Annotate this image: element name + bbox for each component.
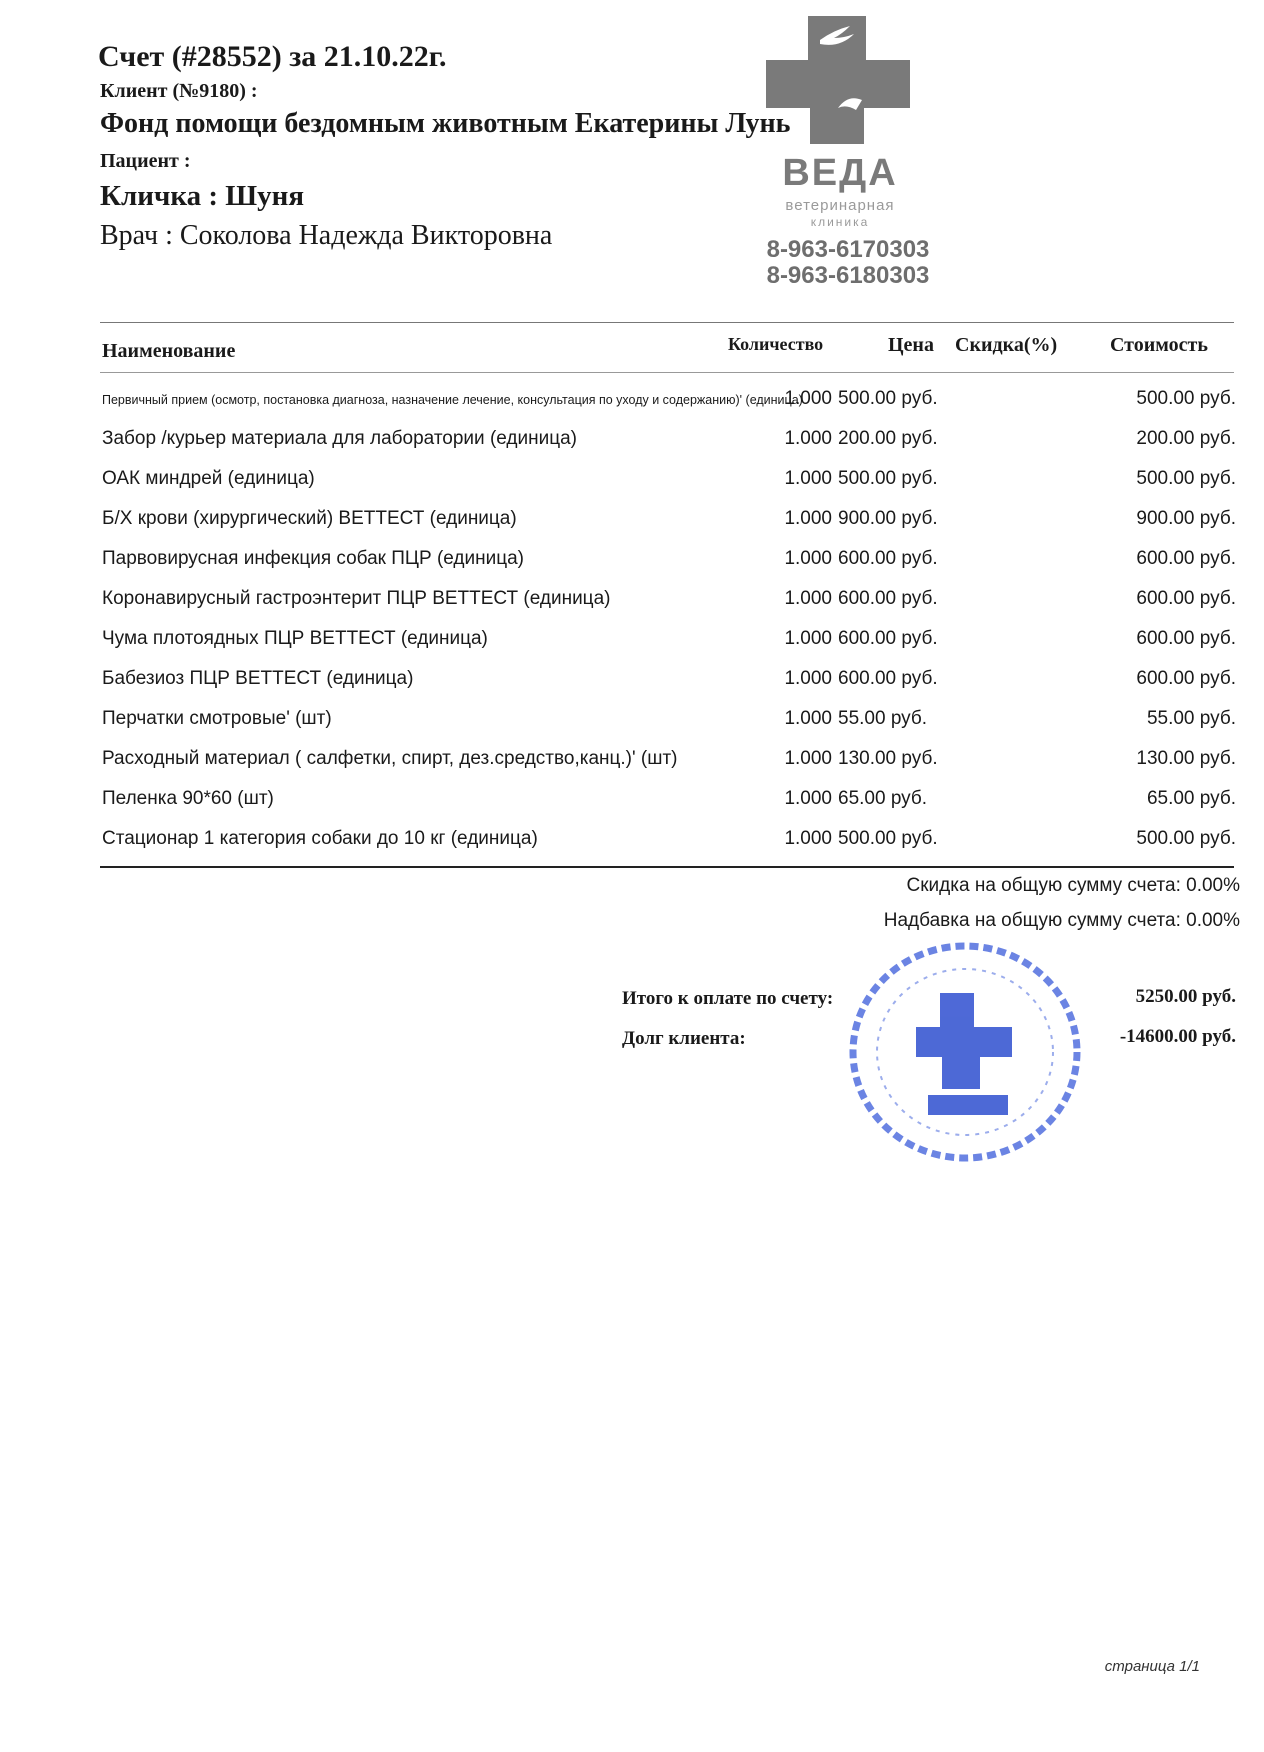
row-qty: 1.000 bbox=[784, 588, 832, 609]
table-row bbox=[100, 548, 1236, 578]
row-qty: 1.000 bbox=[784, 468, 832, 489]
total-value: 5250.00 руб. bbox=[1135, 986, 1236, 1007]
row-price: 200.00 руб. bbox=[838, 428, 938, 449]
client-name: Фонд помощи бездомным животным Екатерины Лунь bbox=[100, 108, 791, 139]
row-qty: 1.000 bbox=[784, 548, 832, 569]
row-name: Б/Х крови (хирургический) ВЕТТЕСТ (единица) bbox=[102, 508, 517, 529]
clinic-name: ВЕДА bbox=[782, 152, 898, 194]
debt-value: -14600.00 руб. bbox=[1119, 1026, 1236, 1047]
doctor-name: Врач : Соколова Надежда Викторовна bbox=[100, 220, 553, 251]
total-discount-text: Скидка на общую сумму счета: 0.00% bbox=[906, 875, 1240, 896]
row-cost: 500.00 руб. bbox=[1136, 468, 1236, 489]
header-discount: Скидка(%) bbox=[955, 334, 1058, 356]
header-price: Цена bbox=[888, 334, 934, 356]
row-cost: 600.00 руб. bbox=[1136, 588, 1236, 609]
row-price: 65.00 руб. bbox=[838, 788, 928, 809]
row-price: 130.00 руб. bbox=[838, 748, 938, 769]
row-name: Бабезиоз ПЦР ВЕТТЕСТ (единица) bbox=[102, 668, 414, 689]
header-name: Наименование bbox=[102, 340, 236, 362]
clinic-subtitle: ветеринарная bbox=[785, 197, 895, 214]
row-cost: 200.00 руб. bbox=[1136, 428, 1236, 449]
row-qty: 1.000 bbox=[784, 748, 832, 769]
row-name: Расходный материал ( салфетки, спирт, дез.средство,канц.)' (шт) bbox=[102, 748, 678, 769]
row-qty: 1.000 bbox=[784, 388, 832, 409]
row-cost: 600.00 руб. bbox=[1136, 628, 1236, 649]
table-header-divider bbox=[100, 372, 1234, 373]
row-name: Чума плотоядных ПЦР ВЕТТЕСТ (единица) bbox=[102, 628, 488, 649]
row-price: 600.00 руб. bbox=[838, 668, 938, 689]
row-price: 500.00 руб. bbox=[838, 388, 938, 409]
row-qty: 1.000 bbox=[784, 828, 832, 849]
row-qty: 1.000 bbox=[784, 428, 832, 449]
row-cost: 130.00 руб. bbox=[1136, 748, 1236, 769]
page-number: страница 1/1 bbox=[1104, 1658, 1200, 1675]
table-row bbox=[100, 628, 1236, 658]
row-cost: 55.00 руб. bbox=[1146, 708, 1236, 729]
row-cost: 900.00 руб. bbox=[1136, 508, 1236, 529]
row-price: 600.00 руб. bbox=[838, 588, 938, 609]
row-name: Пеленка 90*60 (шт) bbox=[102, 788, 274, 809]
clinic-phone-2: 8-963-6180303 bbox=[766, 262, 930, 289]
debt-label: Долг клиента: bbox=[622, 1028, 746, 1049]
row-name: Забор /курьер материала для лаборатории (единица) bbox=[102, 428, 577, 449]
header-qty: Количество bbox=[728, 334, 824, 354]
row-cost: 500.00 руб. bbox=[1136, 388, 1236, 409]
table-row bbox=[100, 388, 1236, 418]
table-row bbox=[100, 468, 1236, 498]
client-label: Клиент (№9180) : bbox=[100, 80, 258, 102]
row-cost: 600.00 руб. bbox=[1136, 548, 1236, 569]
row-name: Перчатки смотровые' (шт) bbox=[102, 708, 332, 729]
row-price: 900.00 руб. bbox=[838, 508, 938, 529]
table-row bbox=[100, 708, 1236, 738]
row-price: 55.00 руб. bbox=[838, 708, 928, 729]
row-cost: 65.00 руб. bbox=[1146, 788, 1236, 809]
row-name: Коронавирусный гастроэнтерит ПЦР ВЕТТЕСТ (единица) bbox=[102, 588, 611, 609]
header-cost: Стоимость bbox=[1110, 334, 1208, 356]
row-qty: 1.000 bbox=[784, 508, 832, 529]
row-cost: 500.00 руб. bbox=[1136, 828, 1236, 849]
table-row bbox=[100, 748, 1236, 778]
table-row bbox=[100, 788, 1236, 818]
table-row bbox=[100, 668, 1236, 698]
clinic-stamp-icon bbox=[840, 935, 1090, 1170]
row-qty: 1.000 bbox=[784, 788, 832, 809]
row-name: Первичный прием (осмотр, постановка диагноза, назначение лечение, консультация по уходу и содержанию)' (единица) bbox=[102, 393, 803, 407]
row-price: 500.00 руб. bbox=[838, 468, 938, 489]
table-row bbox=[100, 828, 1236, 858]
table-row bbox=[100, 428, 1236, 458]
row-qty: 1.000 bbox=[784, 668, 832, 689]
invoice-title: Счет (#28552) за 21.10.22г. bbox=[98, 40, 447, 73]
row-price: 600.00 руб. bbox=[838, 548, 938, 569]
patient-nickname: Кличка : Шуня bbox=[100, 180, 305, 212]
table-top-divider bbox=[100, 322, 1234, 323]
row-qty: 1.000 bbox=[784, 708, 832, 729]
row-cost: 600.00 руб. bbox=[1136, 668, 1236, 689]
clinic-subtitle-2: клиника bbox=[810, 215, 870, 229]
row-price: 600.00 руб. bbox=[838, 628, 938, 649]
clinic-phone-1: 8-963-6170303 bbox=[766, 236, 930, 263]
table-row bbox=[100, 588, 1236, 618]
row-name: ОАК миндрей (единица) bbox=[102, 468, 315, 489]
patient-label: Пациент : bbox=[100, 150, 191, 172]
total-label: Итого к оплате по счету: bbox=[622, 988, 834, 1009]
row-price: 500.00 руб. bbox=[838, 828, 938, 849]
total-markup-text: Надбавка на общую сумму счета: 0.00% bbox=[883, 910, 1240, 931]
table-row bbox=[100, 508, 1236, 538]
table-bottom-divider bbox=[100, 866, 1234, 868]
row-qty: 1.000 bbox=[784, 628, 832, 649]
row-name: Стационар 1 категория собаки до 10 кг (единица) bbox=[102, 828, 538, 849]
row-name: Парвовирусная инфекция собак ПЦР (единица) bbox=[102, 548, 524, 569]
